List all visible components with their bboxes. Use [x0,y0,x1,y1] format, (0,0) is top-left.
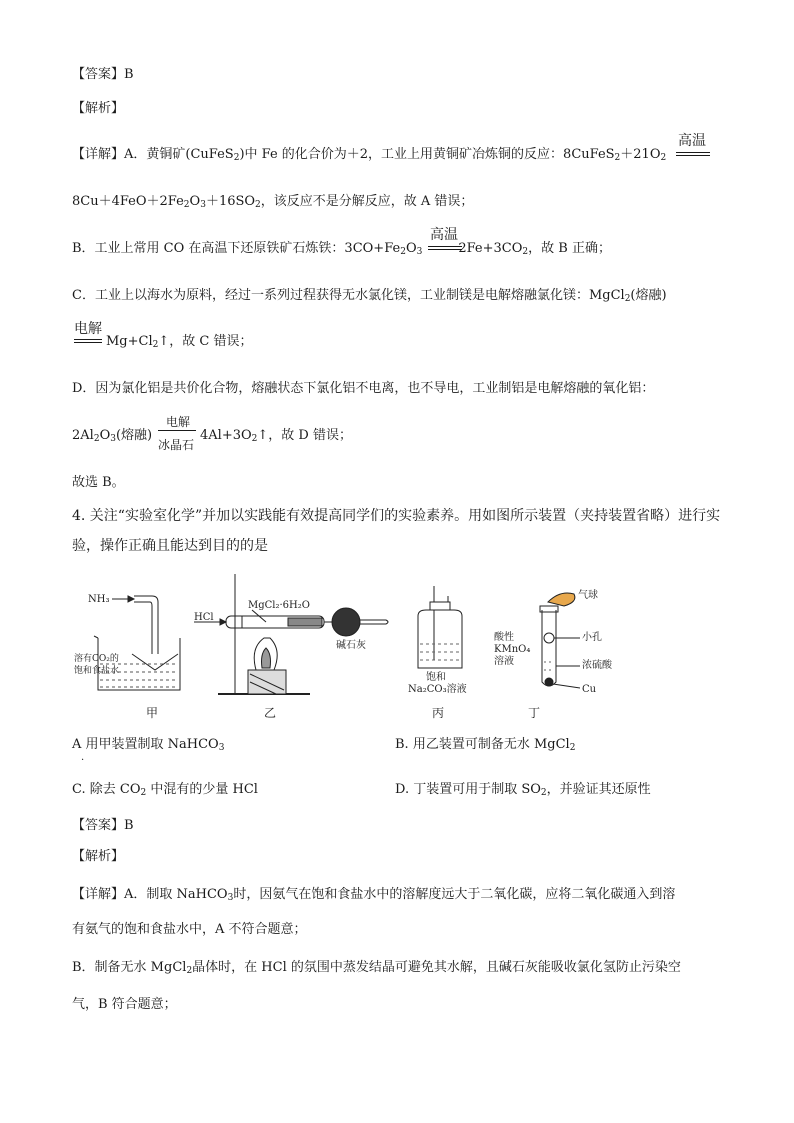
answer-line-2: 【答案】B [72,818,134,833]
condition-high-temp-1: 高温 [678,133,706,149]
option-a[interactable]: A 用甲装置制取 NaHCO$_3$ [72,737,225,753]
detail-d-line-1: D．因为氯化铝是共价化合物，熔融状态下氯化铝不电离，也不导电，工业制铝是电解熔融的氧化铝： [72,381,655,396]
jia-caption: 甲 [146,706,159,720]
nongliusuan-label: 浓硫酸 [582,660,612,671]
detail-c-line-2: $Mg+Cl_2↑$，故 C 错误； [106,334,253,350]
jia-label-1: 溶有CO₂的 [74,654,119,664]
yi-caption: 乙 [264,706,277,720]
option-d[interactable]: D. 丁装置可用于制取 $SO_2$，并验证其还原性 [395,782,651,798]
option-c[interactable]: C. 除去 $CO_2$ 中混有的少量 HCl [72,782,258,798]
condition-high-temp-2: 高温 [430,227,458,243]
cu-label: Cu [582,684,597,695]
nh3-label: NH₃ [88,594,110,605]
ding-caption: 丁 [528,706,541,720]
apparatus-yi [194,574,388,720]
apparatus-jia [74,594,180,720]
mgcl-label: MgCl₂·6H₂O [248,600,310,611]
detail2-b-line-1: B．制备无水 MgCl$_2$晶体时，在 HCl 的氛围中蒸发结晶可避免其水解，且碱石灰能吸收氯化氢防止污染空 [72,960,681,976]
question-stem-line-1: 4. 关注“实验室化学”并加以实践能有效提高同学们的实验素养。用如图所示装置（夹持装置省略）进行实 [72,508,721,524]
condition-cryolite: 冰晶石 [158,438,195,452]
analysis-heading-1: 【解析】 [72,101,125,116]
detail-a-line-1: 【详解】A．黄铜矿(CuFeS$_2$)中 Fe 的化合价为＋2，工业上用黄铜矿冶炼铜的反应：$8CuFeS_2+21O_2$ [72,147,667,163]
conclusion-line: 故选 B。 [72,475,125,490]
detail-a-line-2: $8Cu+4FeO+2Fe_2O_3+16SO_2$，该反应不是分解反应，故 A 错误； [72,194,474,210]
question-stem-line-2: 验，操作正确且能达到目的的是 [72,538,268,554]
detail-d-line-2: $2Al_2O_3$(熔融) [72,428,153,444]
condition-electrolysis-2: 电解 [166,415,191,429]
detail-b-line: B．工业上常用 CO 在高温下还原铁矿石炼铁：$3CO+Fe_2O_3$ $2Fe+3CO_2$，故 B 正确； [72,241,611,257]
answer-line-1: 【答案】B [72,67,134,82]
kmno4-label: KMnO₄ [494,644,531,655]
qiqiu-label: 气球 [578,590,598,601]
reaction-sign-2 [428,246,462,250]
xiaokong-label: 小孔 [582,632,602,643]
apparatus-bing [408,586,467,720]
detail-d-line-3: $4Al+3O_2↑$，故 D 错误； [200,428,352,444]
bing-label-2: Na₂CO₃溶液 [408,684,467,695]
bing-label-1: 饱和 [426,672,446,683]
reaction-sign-3 [74,339,102,343]
apparatus-figure [70,572,630,722]
apparatus-ding [494,588,613,720]
jianshihui-label: 碱石灰 [336,640,366,651]
reaction-line-4 [158,430,196,431]
reaction-sign-1 [676,152,710,156]
detail2-a-line-1: 【详解】A．制取 NaHCO$_3$时，因氨气在饱和食盐水中的溶解度远大于二氧化碳，应将二氧化碳通入到溶 [72,887,676,903]
option-b[interactable]: B. 用乙装置可制备无水 MgCl$_2$ [395,737,576,753]
analysis-heading-2: 【解析】 [72,849,125,864]
detail-c-line-1: C．工业上以海水为原料，经过一系列过程获得无水氯化镁，工业制镁是电解熔融氯化镁：MgCl$_2$(熔融) [72,288,667,304]
detail2-a-line-2: 有氨气的饱和食盐水中，A 不符合题意； [72,922,307,937]
suanxing-label: 酸性 [494,632,514,643]
bing-caption: 丙 [432,706,445,720]
detail2-b-line-2: 气，B 符合题意； [72,997,177,1012]
rongye-label: 溶液 [494,656,514,667]
jia-label-2: 饱和食盐水 [74,666,120,676]
stray-dot: . [81,752,85,763]
condition-electrolysis-1: 电解 [74,321,102,337]
hcl-label: HCl [194,612,214,623]
